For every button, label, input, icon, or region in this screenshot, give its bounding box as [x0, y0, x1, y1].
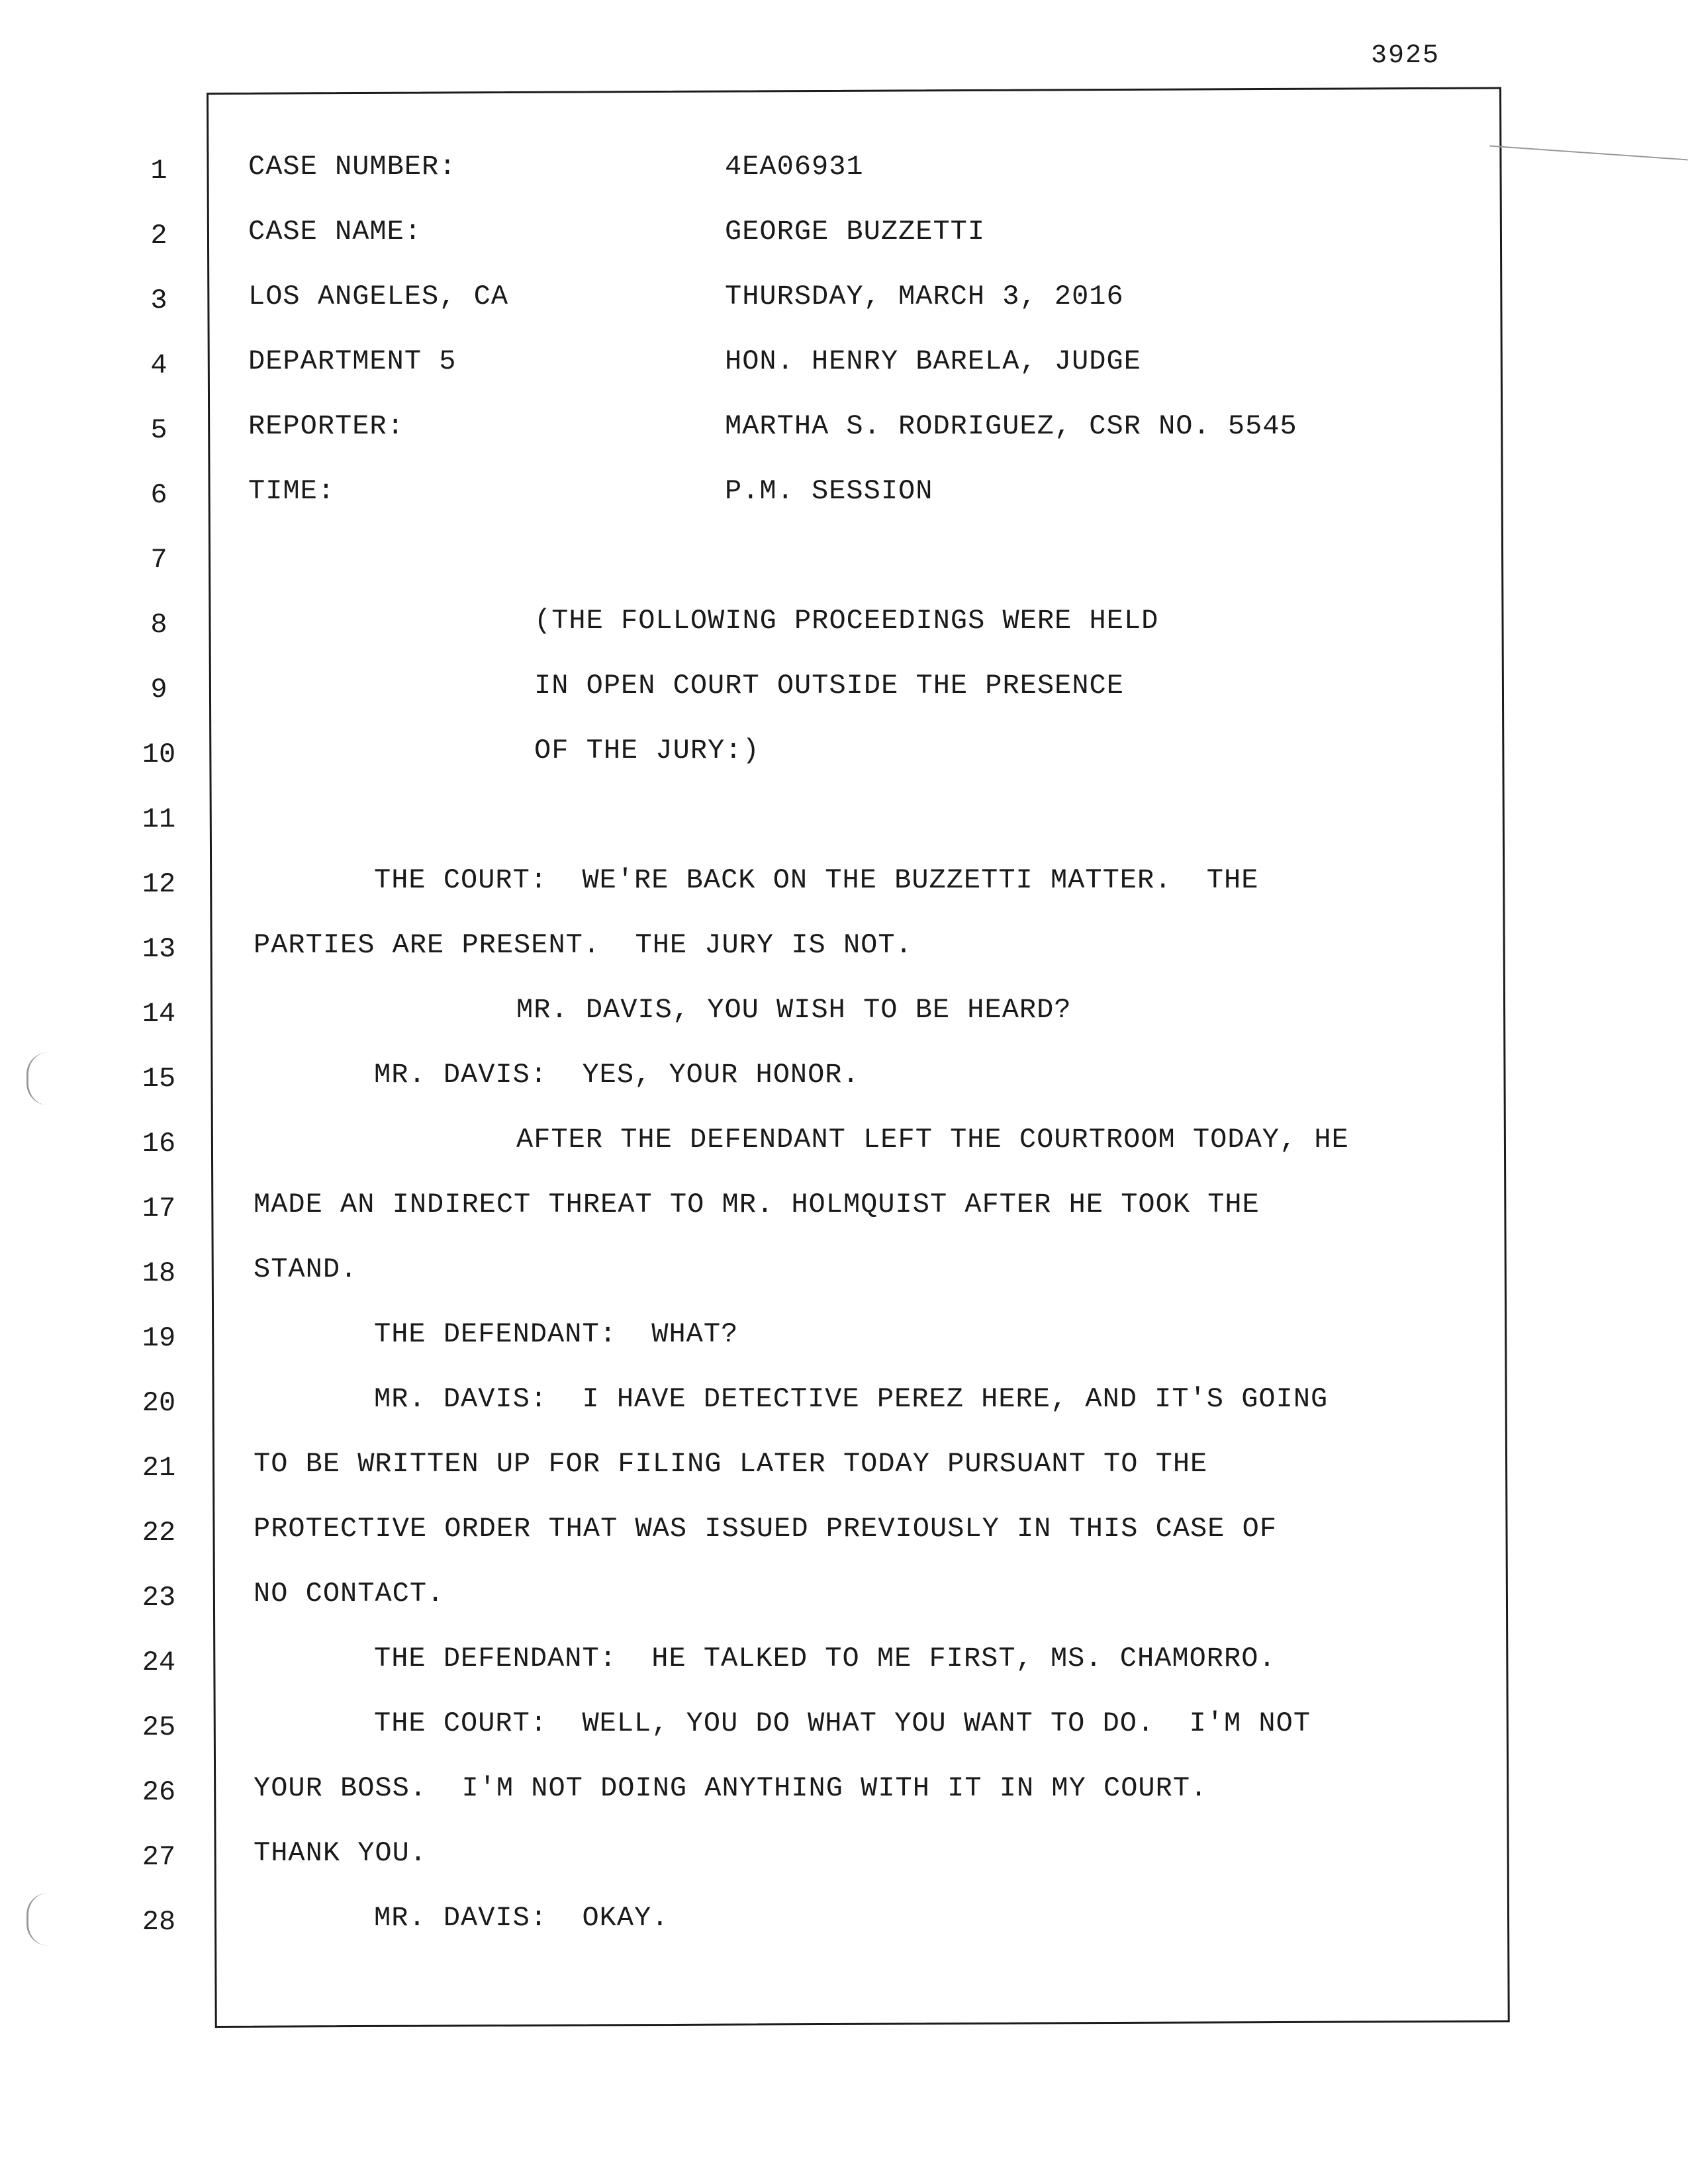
line-number: 2 — [150, 220, 167, 251]
transcript-line: THE DEFENDANT: WHAT? — [374, 1318, 739, 1350]
department-label: DEPARTMENT 5 — [248, 345, 457, 377]
line-number: 28 — [142, 1906, 176, 1938]
header-row-case-name — [248, 212, 1473, 277]
line-number: 27 — [142, 1841, 176, 1873]
reporter-label: REPORTER: — [248, 410, 404, 442]
transcript-line: PARTIES ARE PRESENT. THE JURY IS NOT. — [254, 929, 913, 961]
location-label: LOS ANGELES, CA — [248, 281, 509, 312]
line-number: 18 — [142, 1257, 176, 1289]
line-number: 11 — [142, 803, 176, 835]
parenthetical-line: (THE FOLLOWING PROCEEDINGS WERE HELD — [534, 605, 1159, 637]
page-number: 3925 — [1370, 41, 1440, 71]
line-number-column — [126, 151, 192, 1967]
case-name-label: CASE NAME: — [248, 216, 422, 248]
line-number: 1 — [150, 155, 167, 187]
judge-value: HON. HENRY BARELA, JUDGE — [725, 345, 1141, 377]
transcript-line: THANK YOU. — [254, 1837, 428, 1869]
line-number: 21 — [142, 1452, 176, 1484]
time-label: TIME: — [248, 475, 336, 507]
line-number: 15 — [142, 1063, 176, 1095]
transcript-body — [248, 147, 1473, 1963]
transcript-line: MR. DAVIS, YOU WISH TO BE HEARD? — [516, 994, 1072, 1026]
line-number: 12 — [142, 868, 176, 900]
line-number: 19 — [142, 1322, 176, 1354]
line-number: 7 — [150, 544, 167, 576]
line-number: 13 — [142, 933, 176, 965]
date-value: THURSDAY, MARCH 3, 2016 — [725, 281, 1124, 312]
header-row-location — [248, 277, 1473, 341]
reporter-value: MARTHA S. RODRIGUEZ, CSR NO. 5545 — [725, 410, 1297, 442]
line-number: 14 — [142, 998, 176, 1030]
line-number: 26 — [142, 1776, 176, 1808]
scan-edge-mark — [1489, 146, 1687, 161]
blank-line — [248, 796, 1473, 860]
transcript-line: MADE AN INDIRECT THREAT TO MR. HOLMQUIST AFTER HE TOOK THE — [254, 1189, 1260, 1220]
hole-punch-mark — [26, 1052, 48, 1105]
transcript-line: MR. DAVIS: YES, YOUR HONOR. — [374, 1059, 860, 1091]
transcript-line: THE DEFENDANT: HE TALKED TO ME FIRST, MS. CHAMORRO. — [374, 1643, 1276, 1674]
line-number: 4 — [150, 349, 167, 381]
transcript-line: THE COURT: WE'RE BACK ON THE BUZZETTI MATTER. THE — [374, 864, 1259, 896]
line-number: 10 — [142, 739, 176, 770]
line-number: 22 — [142, 1517, 176, 1549]
line-number: 24 — [142, 1647, 176, 1678]
header-row-case-number — [248, 147, 1473, 212]
line-number: 5 — [150, 414, 167, 446]
case-number-label: CASE NUMBER: — [248, 151, 457, 183]
transcript-line: AFTER THE DEFENDANT LEFT THE COURTROOM TODAY, HE — [516, 1124, 1349, 1156]
transcript-line: THE COURT: WELL, YOU DO WHAT YOU WANT TO DO. I'M NOT — [374, 1707, 1311, 1739]
parenthetical-line: OF THE JURY:) — [534, 735, 760, 766]
parenthetical-line: IN OPEN COURT OUTSIDE THE PRESENCE — [534, 670, 1124, 702]
time-value: P.M. SESSION — [725, 475, 933, 507]
transcript-line: YOUR BOSS. I'M NOT DOING ANYTHING WITH IT IN MY COURT. — [254, 1772, 1208, 1804]
blank-line — [248, 536, 1473, 601]
header-row-time — [248, 471, 1473, 536]
header-row-reporter — [248, 406, 1473, 471]
header-row-department — [248, 341, 1473, 406]
transcript-line: MR. DAVIS: I HAVE DETECTIVE PEREZ HERE, AND IT'S GOING — [374, 1383, 1329, 1415]
line-number: 20 — [142, 1387, 176, 1419]
transcript-line: STAND. — [254, 1253, 358, 1285]
transcript-line: MR. DAVIS: OKAY. — [374, 1902, 669, 1934]
line-number: 9 — [150, 674, 167, 705]
line-number: 16 — [142, 1128, 176, 1160]
line-number: 17 — [142, 1193, 176, 1224]
line-number: 23 — [142, 1582, 176, 1614]
case-number-value: 4EA06931 — [725, 151, 864, 183]
line-number: 25 — [142, 1711, 176, 1743]
line-number: 8 — [150, 609, 167, 641]
transcript-line: TO BE WRITTEN UP FOR FILING LATER TODAY PURSUANT TO THE — [254, 1448, 1208, 1480]
transcript-line: NO CONTACT. — [254, 1578, 445, 1610]
line-number: 6 — [150, 479, 167, 511]
transcript-line: PROTECTIVE ORDER THAT WAS ISSUED PREVIOUSLY IN THIS CASE OF — [254, 1513, 1278, 1545]
line-number: 3 — [150, 285, 167, 316]
hole-punch-mark — [26, 1893, 48, 1946]
case-name-value: GEORGE BUZZETTI — [725, 216, 986, 248]
